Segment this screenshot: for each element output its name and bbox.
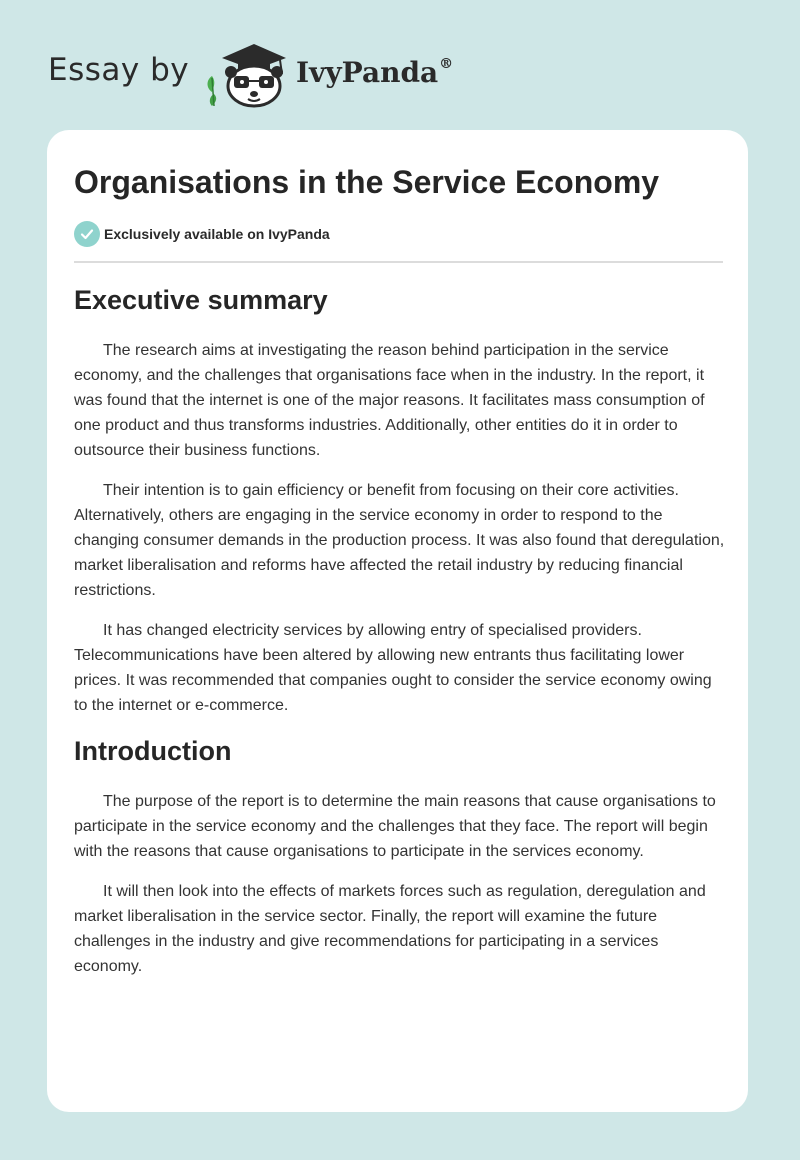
essay-card — [47, 130, 748, 1112]
paragraph: Their intention is to gain efficiency or benefit from focusing on their core activities. Alternatively, others are engaging in the service economy in order to respond to the changing consumer demands in the production process. It was also found that deregulation, market liberalisation and reforms have affected the retail industry by reducing financial restrictions. — [74, 482, 725, 599]
section-heading-introduction: Introduction — [74, 736, 232, 766]
check-icon — [74, 221, 100, 247]
paragraph: It has changed electricity services by allowing entry of specialised providers. Telecommunications have been altered by allowing new entrants thus facilitating lower prices. It was recommended that companies ought to consider the service economy owing to the internet or e-commerce. — [74, 622, 712, 714]
exclusive-badge — [74, 221, 330, 247]
panda-logo-icon[interactable] — [200, 36, 292, 108]
exclusive-badge-text: Exclusively available on IvyPanda — [104, 226, 330, 242]
divider — [74, 261, 723, 263]
page-title: Organisations in the Service Economy — [74, 164, 660, 200]
brand-name[interactable]: IvyPanda® — [296, 56, 454, 89]
registered-mark: ® — [439, 56, 454, 72]
paragraph: The purpose of the report is to determine the main reasons that cause organisations to participate in the service economy and the challenges that they face. The report will begin with the reasons that cause organisations to participate in the services economy. — [74, 793, 716, 860]
paragraph: It will then look into the effects of markets forces such as regulation, deregulation and market liberalisation in the service sector. Finally, the report will examine the future challenges in the industry and give recommendations for participating in a services economy. — [74, 883, 706, 975]
paragraph: The research aims at investigating the reason behind participation in the service economy, and the challenges that organisations face when in the industry. In the report, it was found that the internet is one of the major reasons. It facilitates mass consumption of one product and thus transforms industries. Additionally, other entities do it in order to outsource their business functions. — [74, 342, 705, 459]
essay-body — [74, 282, 729, 994]
section-heading-executive-summary: Executive summary — [74, 285, 328, 315]
ivy-leaf-icon — [208, 76, 217, 106]
site-header — [0, 0, 800, 130]
essay-by-label: Essay by — [48, 52, 190, 88]
